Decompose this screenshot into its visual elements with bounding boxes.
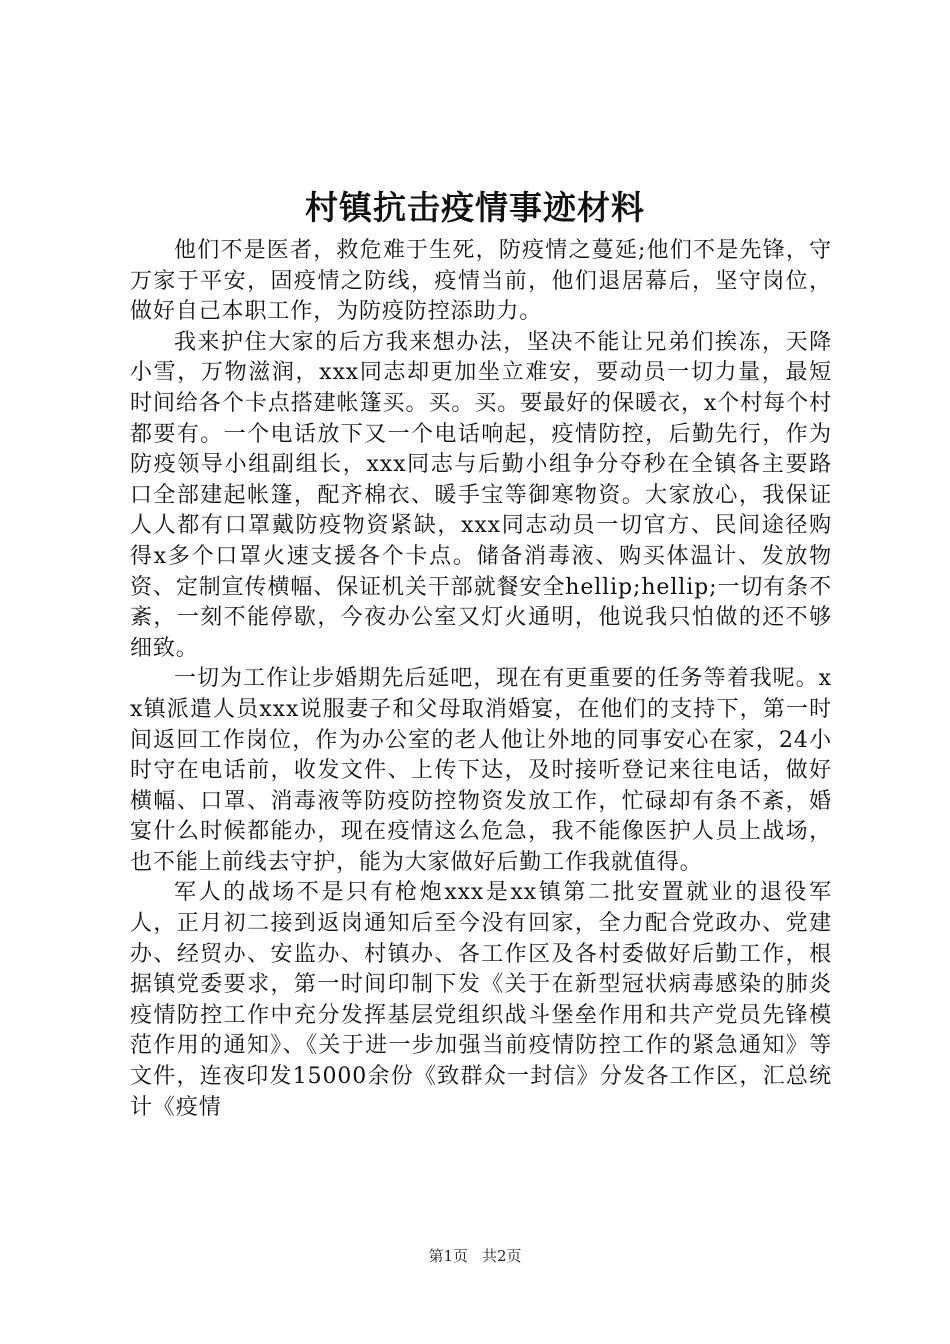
document-title: 村镇抗击疫情事迹材料 xyxy=(305,188,645,227)
page-footer xyxy=(0,1246,950,1266)
document-body xyxy=(130,236,832,1123)
paragraph: 我来护住大家的后方我来想办法，坚决不能让兄弟们挨冻，天降小雪，万物滋润，xxx同志却更加坐立难安，要动员一切力量，最短时间给各个卡点搭建帐篷买。买。买。要最好的保暖衣，x个村每个村都要有。一个电话放下又一个电话响起，疫情防控，后勤先行，作为防疫领导小组副组长，xxx同志与后勤小组争分夺秒在全镇各主要路口全部建起帐篷，配齐棉衣、暖手宝等御寒物资。大家放心，我保证人人都有口罩戴防疫物资紧缺，xxx同志动员一切官方、民间途径购得x多个口罩火速支援各个卡点。储备消毒液、购买体温计、发放物资、定制宣传横幅、保证机关干部就餐安全hellip;hellip;一切有条不紊，一刻不能停歇，今夜办公室又灯火通明，他说我只怕做的还不够细致。 xyxy=(130,329,832,661)
paragraph: 军人的战场不是只有枪炮xxx是xx镇第二批安置就业的退役军人，正月初二接到返岗通知后至今没有回家，全力配合党政办、党建办、经贸办、安监办、村镇办、各工作区及各村委做好后勤工作，根据镇党委要求，第一时间印制下发《关于在新型冠状病毒感染的肺炎疫情防控工作中充分发挥基层党组织战斗堡垒作用和共产党员先锋模范作用的通知》、《关于进一步加强当前疫情防控工作的紧急通知》等文件，连夜印发15000余份《致群众一封信》分发各工作区，汇总统计《疫情 xyxy=(130,880,832,1120)
page-number: 第1页 xyxy=(428,1247,468,1265)
paragraph: 他们不是医者，救危难于生死，防疫情之蔓延;他们不是先锋，守万家于平安，固疫情之防线，疫情当前，他们退居幕后，坚守岗位，做好自己本职工作，为防疫防控添助力。 xyxy=(130,238,832,325)
paragraph: 一切为工作让步婚期先后延吧，现在有更重要的任务等着我呢。xx镇派遣人员xxx说服妻子和父母取消婚宴，在他们的支持下，第一时间返回工作岗位，作为办公室的老人他让外地的同事安心在家，24小时守在电话前，收发文件、上传下达，及时接听登记来往电话，做好横幅、口罩、消毒液等防疫防控物资发放工作，忙碌却有条不紊，婚宴什么时候都能办，现在疫情这么危急，我不能像医护人员上战场，也不能上前线去守护，能为大家做好后勤工作我就值得。 xyxy=(130,666,832,875)
page-total: 共2页 xyxy=(482,1247,522,1265)
